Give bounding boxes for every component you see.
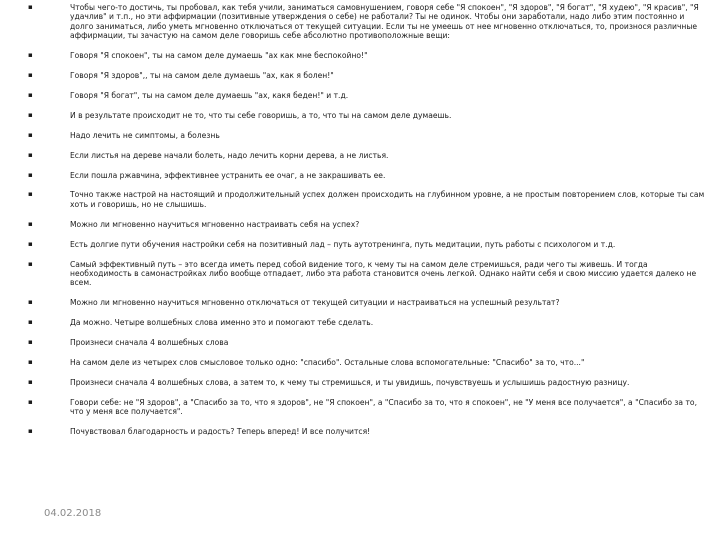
bullet-item bbox=[28, 398, 708, 417]
bullet-marker: ▪ bbox=[28, 338, 33, 347]
bullet-item bbox=[28, 51, 708, 60]
bullet-marker: ▪ bbox=[28, 110, 33, 119]
bullet-text: Говоря "Я богат", ты на самом деле думаешь "ах, какя беден!" и т.д. bbox=[70, 90, 349, 100]
bullet-item bbox=[28, 171, 708, 180]
bullet-text: Произнеси сначала 4 волшебных слова, а затем то, к чему ты стремишься, и ты увидишь, почувствуешь и услышишь радостную разницу. bbox=[70, 377, 630, 387]
bullet-item bbox=[28, 240, 708, 249]
bullet-text: Говоря "Я спокоен", ты на самом деле думаешь "ах как мне беспокойно!" bbox=[70, 51, 368, 61]
footer-date: 04.02.2018 bbox=[44, 508, 102, 519]
bullet-text: На самом деле из четырех слов смысловое только одно: "спасибо". Остальные слова вспомогательные: "Спасибо" за то, что..." bbox=[70, 358, 585, 368]
bullet-marker: ▪ bbox=[28, 298, 33, 307]
bullet-marker: ▪ bbox=[28, 130, 33, 139]
bullet-marker: ▪ bbox=[28, 397, 33, 406]
bullet-item bbox=[28, 3, 708, 41]
bullet-marker: ▪ bbox=[28, 239, 33, 248]
bullet-text: Да можно. Четыре волшебных слова именно это и помогают тебе сделать. bbox=[70, 318, 374, 328]
bullet-marker: ▪ bbox=[28, 90, 33, 99]
bullet-item bbox=[28, 190, 708, 209]
bullet-text: Произнеси сначала 4 волшебных слова bbox=[70, 338, 229, 348]
bullet-text: Чтобы чего-то достичь, ты пробовал, как тебя учили, заниматься самовнушением, говоря себе "Я спокоен", "Я здоров", "Я богат", "Я худею", "Я красив", "Я удачлив" и т.п., но эти аффирмации (позитивные утверждения о себе) не работали? Ты не одинок. Чтобы они заработали, надо либо этим постоянно и долго заниматься, либо уметь мгновенно отключаться от текущей ситуации. Если ты не умеешь от нее мгновенно отключаться, то, произнося различные аффирмации, ты зачастую на самом деле говоришь себе абсолютно противоположные вещи: bbox=[70, 3, 699, 41]
bullet-text: Есть долгие пути обучения настройки себя на позитивный лад – путь аутотренинга, путь медитации, путь работы с психологом и т.д. bbox=[70, 239, 616, 249]
bullet-text: Точно также настрой на настоящий и продолжительный успех должен происходить на глубинном уровне, а не простым повторением слов, которые ты сам хоть и говоришь, но не слышишь. bbox=[70, 190, 705, 209]
bullet-text: Почувствовал благодарность и радость? Теперь вперед! И все получится! bbox=[70, 427, 371, 437]
bullet-text: Если листья на дереве начали болеть, надо лечить корни дерева, а не листья. bbox=[70, 150, 389, 160]
bullet-marker: ▪ bbox=[28, 219, 33, 228]
bullet-item bbox=[28, 358, 708, 367]
bullet-text: Если пошла ржавчина, эффективнее устранить ее очаг, а не закрашивать ее. bbox=[70, 170, 386, 180]
bullet-item bbox=[28, 220, 708, 229]
bullet-item bbox=[28, 131, 708, 140]
bullet-text: Говори себе: не "Я здоров", а "Спасибо за то, что я здоров", не "Я спокоен", а "Спасибо за то, что я спокоен", не "У меня все получается", а "Спасибо за то, что у меня все получается". bbox=[70, 397, 697, 417]
bullet-marker: ▪ bbox=[28, 3, 33, 11]
bullet-item bbox=[28, 427, 708, 436]
bullet-text: Говоря "Я здоров",, ты на самом деле думаешь "ах, как я болен!" bbox=[70, 71, 334, 81]
bullet-text: И в результате происходит не то, что ты себе говоришь, а то, что ты на самом деле думаешь. bbox=[70, 110, 452, 120]
bullet-item bbox=[28, 151, 708, 160]
bullet-marker: ▪ bbox=[28, 71, 33, 80]
bullet-text: Самый эффективный путь – это всегда иметь перед собой видение того, к чему ты на самом деле стремишься, ради чего ты живешь. И тогда необходимость в самонастройках либо вообще отпадает, либо эта работа становится очень легкой. Однако найти себя и свою миссию удается далеко не всем. bbox=[70, 259, 697, 288]
bullet-text: Можно ли мгновенно научиться мгновенно отключаться от текущей ситуации и настраиваться на успешный результат? bbox=[70, 298, 560, 308]
bullet-item bbox=[28, 298, 708, 307]
bullet-item bbox=[28, 260, 708, 288]
bullet-item bbox=[28, 378, 708, 387]
bullet-marker: ▪ bbox=[28, 51, 33, 60]
bullet-item bbox=[28, 338, 708, 347]
bullet-text: Надо лечить не симптомы, а болезнь bbox=[70, 130, 220, 140]
bullet-marker: ▪ bbox=[28, 358, 33, 367]
bullet-marker: ▪ bbox=[28, 150, 33, 159]
bullet-item bbox=[28, 111, 708, 120]
bullet-marker: ▪ bbox=[28, 170, 33, 179]
bullet-marker: ▪ bbox=[28, 377, 33, 386]
bullet-list bbox=[28, 3, 708, 437]
bullet-marker: ▪ bbox=[28, 318, 33, 327]
bullet-marker: ▪ bbox=[28, 427, 33, 436]
bullet-item bbox=[28, 91, 708, 100]
bullet-item bbox=[28, 318, 708, 327]
bullet-marker: ▪ bbox=[28, 190, 33, 199]
bullet-text: Можно ли мгновенно научиться мгновенно настраивать себя на успех? bbox=[70, 219, 360, 229]
bullet-marker: ▪ bbox=[28, 259, 33, 268]
bullet-item bbox=[28, 71, 708, 80]
